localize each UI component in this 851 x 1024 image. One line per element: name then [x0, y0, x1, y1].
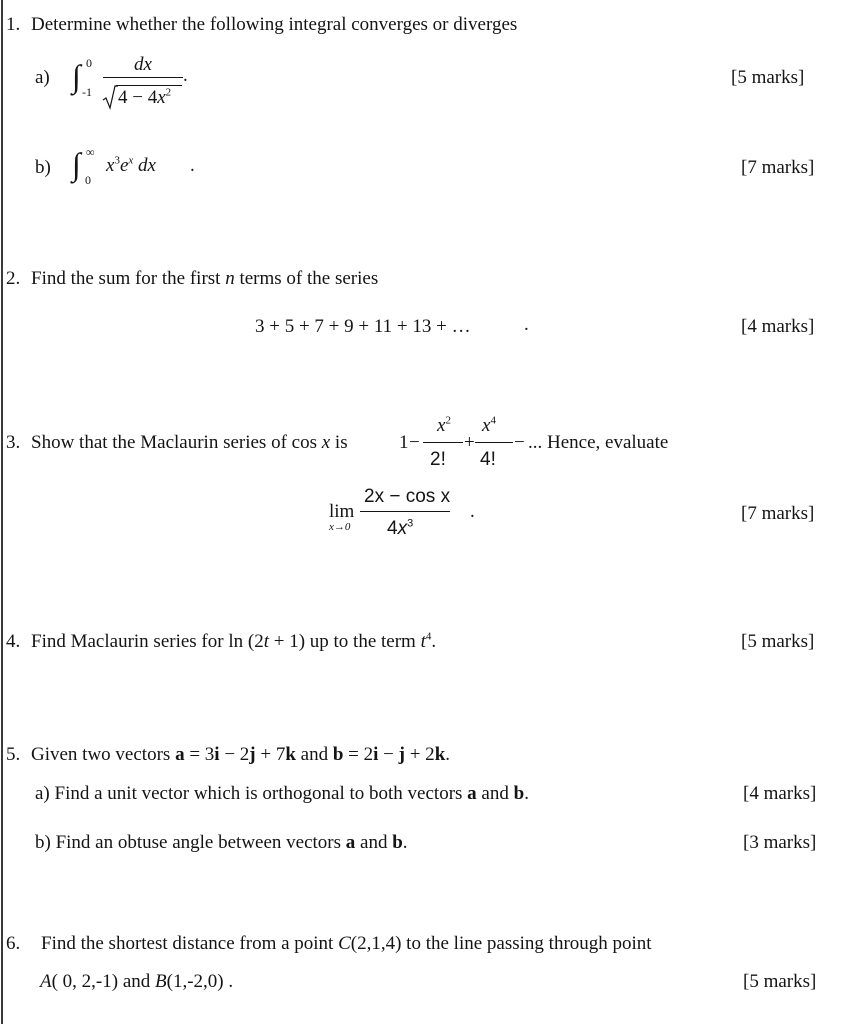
- q1a-period: .: [183, 65, 188, 86]
- sqrt-radical-icon: [102, 84, 118, 110]
- q4-t: t: [263, 631, 269, 652]
- q6-text: Find the shortest distance from a point: [41, 933, 339, 954]
- q2-text-after: terms of the series: [234, 268, 379, 289]
- q3-frac1-num: [437, 416, 451, 435]
- q1a-den-var: x: [157, 87, 166, 108]
- q5-j1: j: [249, 744, 256, 765]
- q3-f2-var: x: [482, 415, 491, 436]
- question-1: [6, 15, 517, 34]
- q3-text: Show that the Maclaurin series of cos: [31, 432, 322, 453]
- q3-frac1-den: 2!: [430, 449, 446, 470]
- q5a-and: and: [476, 783, 514, 804]
- q1a-numerator: dx: [134, 54, 152, 75]
- q3-hence-text: ... Hence, evaluate: [528, 432, 669, 453]
- q3-frac2-num: [482, 416, 496, 435]
- q3-number: 3.: [6, 432, 21, 453]
- q2-n: n: [225, 268, 235, 289]
- question-6: [6, 934, 652, 953]
- q3-frac2-den: 4!: [480, 449, 496, 470]
- q4-t-exp: 4: [425, 630, 432, 643]
- q1b-period: .: [190, 155, 195, 176]
- q2-series: 3 + 5 + 7 + 9 + 11 + 13 + …: [255, 316, 471, 337]
- q5b-and: and: [355, 832, 393, 853]
- q3-minus-2: −: [514, 432, 525, 453]
- q4-text-mid: + 1) up to the term: [268, 631, 421, 652]
- q5b-text: b) Find an obtuse angle between vectors: [35, 832, 346, 853]
- q5-mid-b1: −: [378, 744, 399, 765]
- q1b-e: e: [119, 155, 129, 176]
- integral-sign: ∫: [72, 58, 81, 94]
- q5-k2: k: [434, 744, 446, 765]
- q3-limit-den: [387, 519, 413, 538]
- question-5: [6, 745, 450, 764]
- q5b: [35, 833, 408, 852]
- q5-eq-b: = 2: [343, 744, 374, 765]
- q5a-marks: [4 marks]: [743, 783, 817, 804]
- q5-text1: Given two vectors: [31, 744, 176, 765]
- q1a-lower-limit: -1: [82, 85, 92, 99]
- q3-marks: [7 marks]: [741, 503, 815, 524]
- q5-eq-a: = 3: [184, 744, 215, 765]
- q5b-vec-a: a: [345, 832, 356, 853]
- q5b-vec-b: b: [392, 832, 403, 853]
- q3-limit-bar: [360, 511, 450, 512]
- q4-text-before: Find Maclaurin series for ln (2: [31, 631, 264, 652]
- q5-and: and: [295, 744, 333, 765]
- q1b-x-exp: 3: [114, 154, 120, 167]
- q6-b-coords: (1,-2,0) .: [166, 971, 234, 992]
- q5-i2: i: [373, 744, 379, 765]
- question-2: [6, 269, 378, 288]
- q5a-end: .: [524, 783, 529, 804]
- q2-number: 2.: [6, 268, 21, 289]
- q3-lim-sub: x→0: [329, 521, 351, 533]
- q3-den-var: x: [397, 518, 408, 539]
- q3-minus-1: −: [409, 432, 420, 453]
- q1b-marks: [7 marks]: [741, 157, 815, 178]
- q1a-upper-limit: 0: [86, 56, 92, 70]
- q3-f1-var: x: [437, 415, 446, 436]
- q3-lim: lim: [329, 501, 355, 522]
- q3-one: 1: [399, 432, 409, 453]
- q5-k1: k: [285, 744, 296, 765]
- q5-mid-a2: + 7: [255, 744, 286, 765]
- q1a-den-exp: 2: [165, 86, 172, 99]
- q1-number: 1.: [6, 14, 21, 35]
- q6-marks: [5 marks]: [743, 971, 817, 992]
- q5-i1: i: [214, 744, 220, 765]
- q3-frac1-bar: [423, 442, 463, 443]
- q1b-integrand: [106, 156, 156, 175]
- q5-vec-a: a: [175, 744, 185, 765]
- q5b-end: .: [402, 832, 408, 853]
- q5-mid-a1: − 2: [219, 744, 250, 765]
- q3-is: is: [330, 432, 348, 453]
- q6-c-coords: (2,1,4) to the line passing through point: [350, 933, 652, 954]
- q3-f2-exp: 4: [490, 414, 496, 427]
- q5-end: .: [445, 744, 451, 765]
- q1a-denominator: [118, 88, 171, 107]
- q5-vec-b: b: [332, 744, 344, 765]
- q3-f1-exp: 2: [445, 414, 451, 427]
- q3-plus: +: [464, 432, 475, 453]
- q1a-fraction-bar: [103, 77, 183, 78]
- q3-period: .: [470, 501, 475, 522]
- q5b-marks: [3 marks]: [743, 832, 817, 853]
- left-margin-line: [1, 0, 3, 1024]
- q6-point-c: C: [338, 933, 351, 954]
- q3-frac2-bar: [475, 442, 513, 443]
- q3-den-coef: 4: [387, 518, 398, 539]
- q1a-marks: [5 marks]: [731, 67, 805, 88]
- q1b-lower-limit: 0: [85, 173, 91, 187]
- q4-t2: t: [420, 631, 426, 652]
- q3-den-exp: 3: [407, 517, 414, 530]
- q1b-x: x: [106, 155, 115, 176]
- q3-x: x: [321, 432, 331, 453]
- q5-j2: j: [398, 744, 405, 765]
- q5a-vec-b: b: [513, 783, 525, 804]
- q1-text: Determine whether the following integral converges or diverges: [31, 14, 518, 35]
- q4-number: 4.: [6, 631, 21, 652]
- q1b-e-exp: x: [128, 154, 134, 167]
- integral-sign: ∫: [72, 146, 81, 182]
- q5-mid-b2: + 2: [404, 744, 435, 765]
- q2-period: .: [524, 314, 529, 335]
- q5a-vec-a: a: [467, 783, 477, 804]
- q1a-den-left: 4 − 4: [118, 87, 158, 108]
- q5-number: 5.: [6, 744, 21, 765]
- q1b-upper-limit: ∞: [86, 145, 95, 159]
- q1b-dx: dx: [138, 155, 156, 176]
- q6-line2: [40, 972, 233, 991]
- q6-point-b: B: [155, 971, 167, 992]
- q3-limit-num: 2x − cos x: [364, 486, 451, 507]
- q6-number: 6.: [6, 933, 21, 954]
- q6-point-a: A: [40, 971, 52, 992]
- question-4: [6, 632, 436, 651]
- q2-marks: [4 marks]: [741, 316, 815, 337]
- q6-a-coords: ( 0, 2,-1) and: [51, 971, 156, 992]
- sqrt-overline: [116, 85, 182, 86]
- q2-text-before: Find the sum for the first: [31, 268, 226, 289]
- q4-period: .: [431, 631, 437, 652]
- q5a: [35, 784, 529, 803]
- q5a-text: a) Find a unit vector which is orthogonal to both vectors: [35, 783, 468, 804]
- q4-marks: [5 marks]: [741, 631, 815, 652]
- question-3: [6, 433, 348, 452]
- q1b-label: b): [35, 157, 51, 178]
- q1a-label: a): [35, 67, 50, 88]
